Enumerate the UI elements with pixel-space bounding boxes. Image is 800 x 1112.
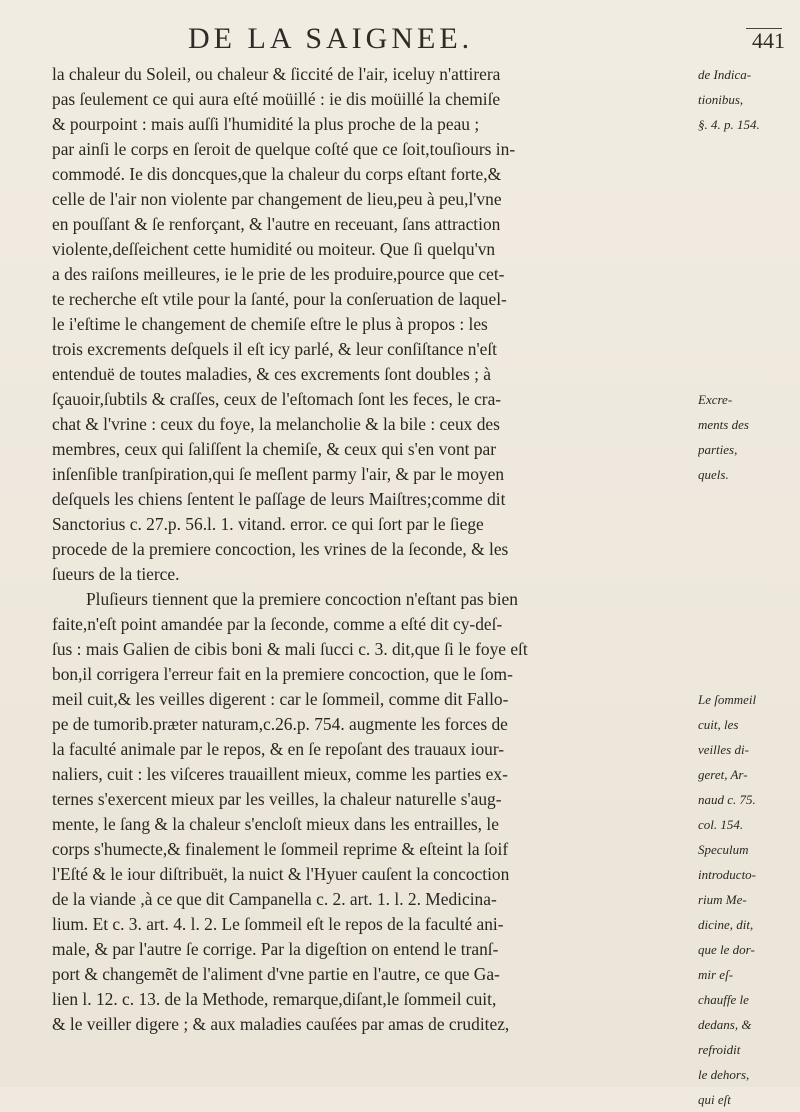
margin-note-line — [698, 662, 798, 687]
margin-note-line — [698, 212, 798, 237]
margin-note-line — [698, 562, 798, 587]
margin-note-line — [698, 137, 798, 162]
margin-note-line — [698, 587, 798, 612]
margin-note-line: introducto- — [698, 867, 757, 882]
text-line: membres, ceux qui ſaliſſent la chemiſe, & ceux qui s'en vont par — [52, 439, 497, 459]
text-line: faite,n'eſt point amandée par la ſeconde, comme a eſté dit cy-deſ- — [52, 614, 503, 634]
text-line: commodé. Ie dis doncques,que la chaleur du corps eſtant forte,& — [52, 164, 502, 184]
text-line: naliers, cuit : les viſceres trauaillent mieux, comme les parties ex- — [52, 764, 508, 784]
text-line: par ainſi le corps en ſeroit de quelque coſté que ce ſoit,touſiours in- — [52, 139, 516, 159]
margin-note-line: geret, Ar- — [698, 767, 748, 782]
text-line: ſçauoir,ſubtils & craſſes, ceux de l'eſtomach ſont les feces, le cra- — [52, 389, 502, 409]
margin-note-line: dedans, & — [698, 1017, 752, 1032]
text-line: ternes s'exercent mieux par les veilles, la chaleur naturelle s'aug- — [52, 789, 502, 809]
text-line: & pourpoint : mais auſſi l'humidité la plus proche de la peau ; — [52, 114, 480, 134]
margin-note-line — [698, 312, 798, 337]
body-text — [52, 62, 692, 1037]
text-line: inſenſible tranſpiration,qui ſe meſlent parmy l'air, & par le moyen — [52, 464, 505, 484]
text-line: le i'eſtime le changement de chemiſe eſtre le plus à propos : les — [52, 314, 488, 334]
margin-note-line: col. 154. — [698, 817, 744, 832]
text-line: de la viande ,à ce que dit Campanella c. 2. art. 1. l. 2. Medicina- — [52, 889, 497, 909]
margin-note-line: chauffe le — [698, 992, 749, 1007]
margin-note-line: ments des — [698, 417, 749, 432]
margin-note-line: parties, — [698, 442, 738, 457]
text-line: port & changemẽt de l'aliment d'vne partie en l'autre, ce que Ga- — [52, 964, 500, 984]
text-line: a des raiſons meilleures, ie le prie de les produire,pource que cet- — [52, 264, 505, 284]
page-header — [0, 22, 800, 62]
text-line: te recherche eſt vtile pour la ſanté, pour la conſeruation de laquel- — [52, 289, 507, 309]
text-line: la faculté animale par le repos, & en ſe repoſant des trauaux iour- — [52, 739, 505, 759]
margin-note-line — [698, 287, 798, 312]
text-line: la chaleur du Soleil, ou chaleur & ſiccité de l'air, iceluy n'attirera — [52, 64, 501, 84]
text-line: violente,deſſeichent cette humidité ou moiteur. Que ſi quelqu'vn — [52, 239, 496, 259]
margin-note-line: veilles di- — [698, 742, 749, 757]
text-line: Pluſieurs tiennent que la premiere concoction n'eſtant pas bien — [86, 589, 518, 609]
margin-note-line — [698, 537, 798, 562]
margin-note-line — [698, 362, 798, 387]
margin-note-line: Le ſommeil — [698, 692, 757, 707]
text-line: entenduë de toutes maladies, & ces excrements ſont doubles ; à — [52, 364, 491, 384]
margin-note-line: Speculum — [698, 842, 749, 857]
margin-note-line: de Indica- — [698, 67, 752, 82]
margin-note-line — [698, 237, 798, 262]
margin-note-line: mir eſ- — [698, 967, 734, 982]
text-line: trois excrements deſquels il eſt icy parlé, & leur conſiſtance n'eſt — [52, 339, 497, 359]
page-number: 441 — [752, 28, 785, 53]
text-line: Sanctorius c. 27.p. 56.l. 1. vitand. error. ce qui ſort par le ſiege — [52, 514, 484, 534]
text-line: ſueurs de la tierce. — [52, 564, 180, 584]
text-line: l'Eſté & le iour diſtribuët, la nuict & l'Hyuer cauſent la concoction — [52, 864, 510, 884]
text-line: lium. Et c. 3. art. 4. l. 2. Le ſommeil eſt le repos de la faculté ani- — [52, 914, 504, 934]
margin-note-line: refroidit — [698, 1042, 741, 1057]
text-line: lien l. 12. c. 13. de la Methode, remarque,diſant,le ſommeil cuit, — [52, 989, 497, 1009]
margin-notes — [698, 62, 798, 1112]
margin-note-line — [698, 187, 798, 212]
margin-note-line: quels. — [698, 467, 729, 482]
text-line: ſus : mais Galien de cibis boni & mali ſucci c. 3. dit,que ſi le foye eſt — [52, 639, 528, 659]
margin-note-line: dicine, dit, — [698, 917, 754, 932]
running-head: DE LA SAIGNEE. — [188, 22, 474, 55]
margin-note-line: que le dor- — [698, 942, 755, 957]
text-line: celle de l'air non violente par changement de lieu,peu à peu,l'vne — [52, 189, 502, 209]
text-line: bon,il corrigera l'erreur fait en la premiere concoction, que le ſom- — [52, 664, 513, 684]
text-line: mente, le ſang & la chaleur s'encloſt mieux dans les entrailles, le — [52, 814, 499, 834]
margin-note-line: cuit, les — [698, 717, 739, 732]
text-line: & le veiller digere ; & aux maladies cauſées par amas de cruditez, — [52, 1014, 510, 1034]
margin-note-line: qui eſt — [698, 1092, 731, 1107]
margin-note-line: Excre- — [698, 392, 733, 407]
text-line: male, & par l'autre ſe corrige. Par la digeſtion on entend le tranſ- — [52, 939, 499, 959]
text-line: meil cuit,& les veilles digerent : car le ſommeil, comme dit Fallo- — [52, 689, 509, 709]
margin-note-line — [698, 637, 798, 662]
margin-note-line: le dehors, — [698, 1067, 750, 1082]
margin-note-line: tionibus, — [698, 92, 744, 107]
text-line: deſquels les chiens ſentent le paſſage de leurs Maiſtres;comme dit — [52, 489, 506, 509]
margin-note-line — [698, 337, 798, 362]
margin-note-line — [698, 612, 798, 637]
text-line: pe de tumorib.præter naturam,c.26.p. 754. augmente les forces de — [52, 714, 508, 734]
margin-note-line — [698, 487, 798, 512]
margin-note-line: naud c. 75. — [698, 792, 756, 807]
text-line: corps s'humecte,& finalement le ſommeil reprime & eſteint la ſoif — [52, 839, 509, 859]
margin-note-line: §. 4. p. 154. — [698, 117, 760, 132]
text-line: chat & l'vrine : ceux du foye, la melancholie & la bile : ceux des — [52, 414, 500, 434]
text-line: procede de la premiere concoction, les vrines de la ſeconde, & les — [52, 539, 509, 559]
margin-note-line: rium Me- — [698, 892, 747, 907]
text-line: pas ſeulement ce qui aura eſté moüillé : ie dis moüillé la chemiſe — [52, 89, 501, 109]
margin-note-line — [698, 262, 798, 287]
margin-note-line — [698, 162, 798, 187]
text-line: en pouſſant & ſe renforçant, & l'autre en receuant, ſans attraction — [52, 214, 501, 234]
margin-note-line — [698, 512, 798, 537]
